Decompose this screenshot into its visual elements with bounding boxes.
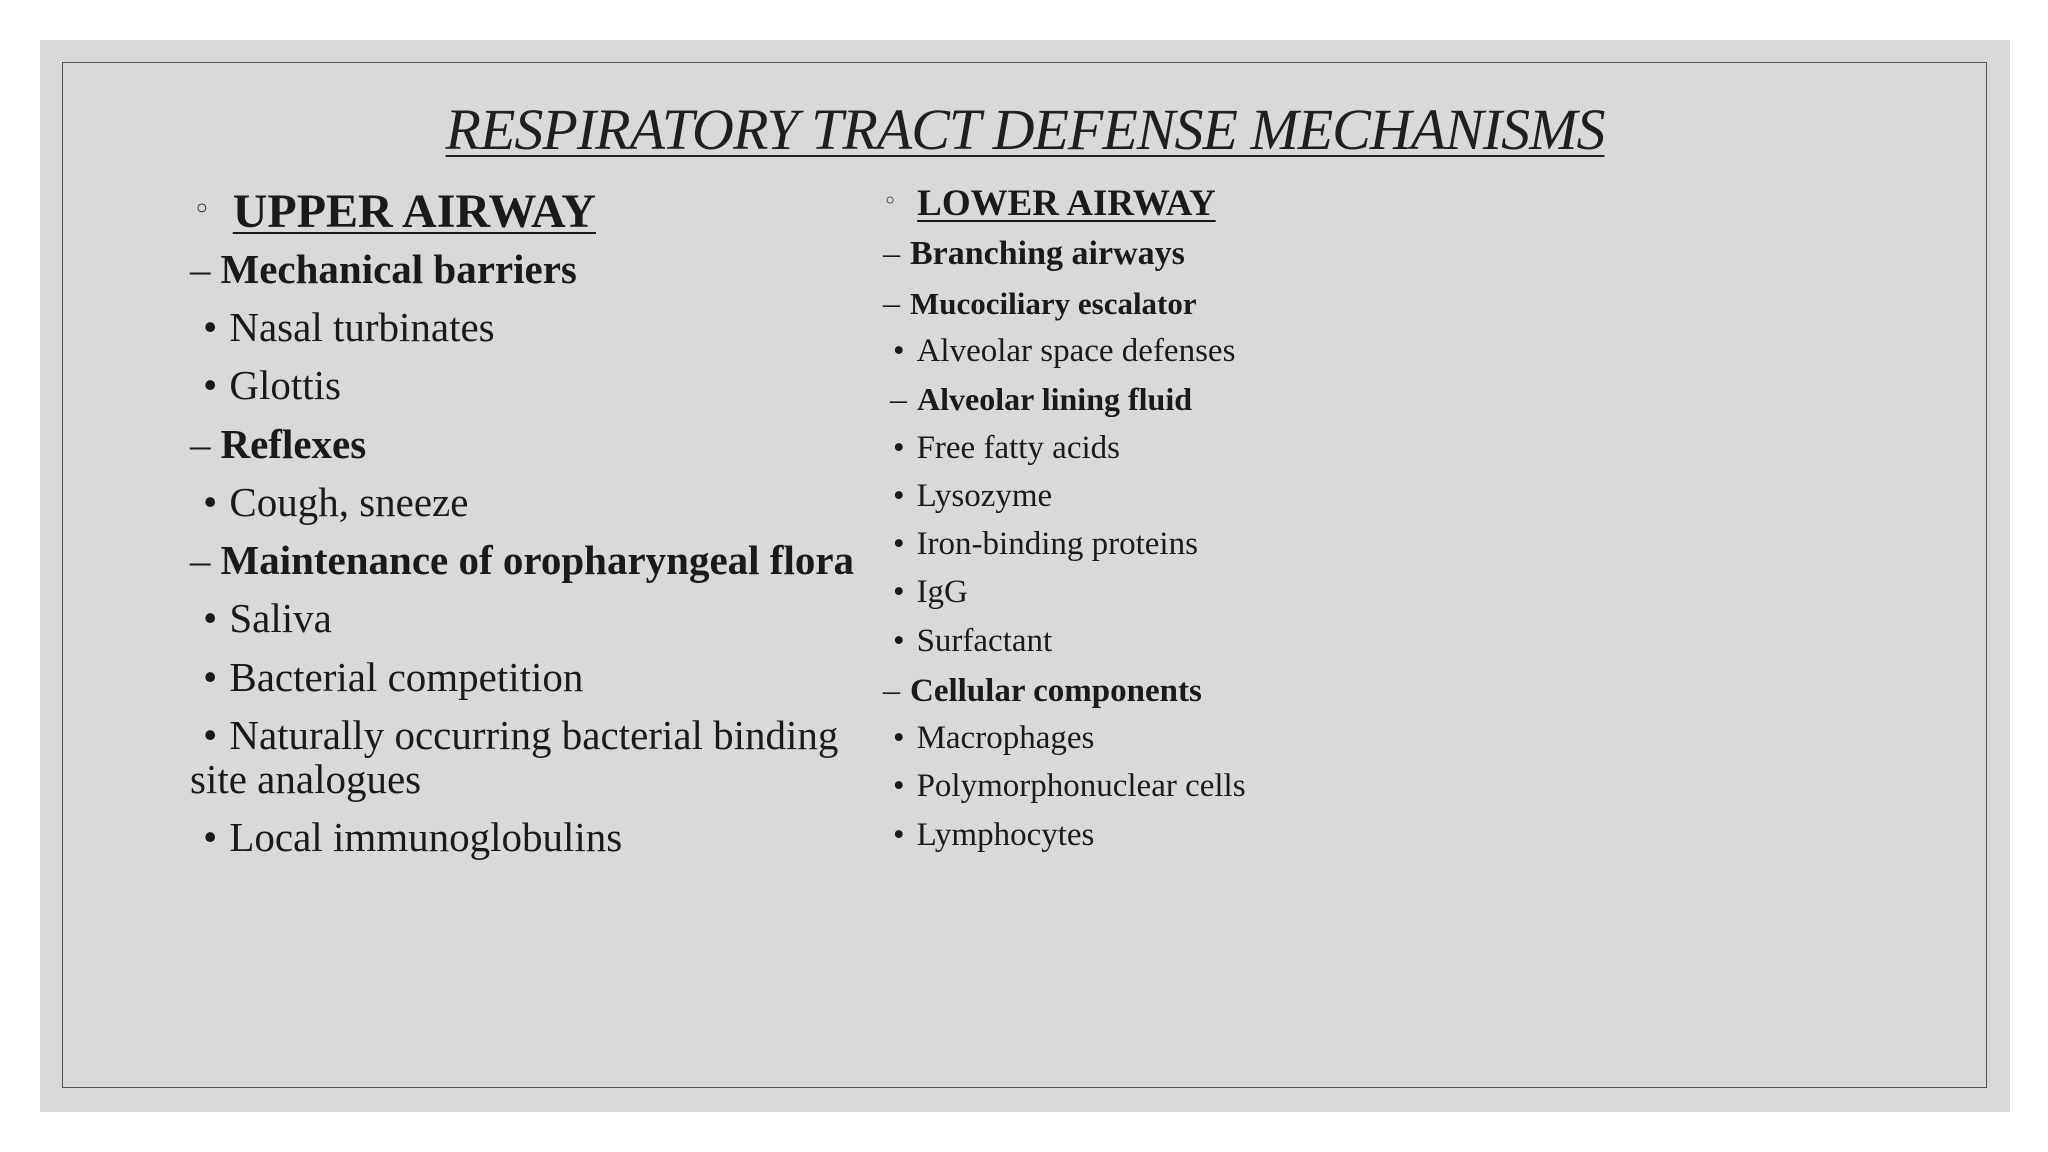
lower-item: Lymphocytes — [916, 817, 1095, 853]
lower-item: Lysozyme — [916, 478, 1053, 514]
bullet-dot-icon: • — [893, 574, 905, 610]
upper-sub-heading: Mechanical barriers — [220, 246, 577, 292]
upper-sub-heading: Maintenance of oropharyngeal flora — [220, 537, 855, 583]
lower-item: IgG — [916, 574, 968, 610]
upper-item: Bacterial competition — [229, 654, 584, 700]
bullet-dot-icon: • — [893, 623, 905, 659]
dash-marker: – — [883, 285, 900, 322]
upper-item: Local immunoglobulins — [229, 814, 623, 860]
list-item-continuation — [190, 755, 421, 803]
bullet-dot-icon: • — [203, 712, 218, 758]
list-item — [190, 536, 854, 584]
lower-sub-heading: Branching airways — [910, 235, 1185, 272]
lower-sub-heading: Cellular components — [910, 673, 1202, 709]
list-item — [190, 420, 366, 468]
bullet-dot-icon: • — [203, 595, 218, 641]
bullet-dot-icon: • — [893, 768, 905, 804]
upper-item: Saliva — [229, 595, 332, 641]
upper-airway-heading-row — [193, 184, 596, 239]
list-item — [890, 381, 1192, 419]
dash-marker: – — [883, 672, 900, 709]
bullet-dot-icon: • — [893, 430, 905, 466]
lower-sub-heading: Alveolar lining fluid — [917, 381, 1193, 417]
lower-item: Alveolar space defenses — [916, 333, 1236, 369]
upper-item: Glottis — [229, 362, 341, 408]
list-item — [203, 594, 332, 642]
upper-item: Nasal turbinates — [229, 304, 495, 350]
lower-item: Polymorphonuclear cells — [916, 768, 1246, 804]
list-item — [190, 245, 577, 293]
hollow-bullet-icon: ◦ — [883, 187, 898, 215]
bullet-dot-icon: • — [893, 817, 905, 853]
list-item — [893, 720, 1094, 757]
bullet-dot-icon: • — [203, 304, 218, 350]
list-item — [893, 817, 1094, 854]
list-item — [203, 478, 468, 526]
list-item — [203, 303, 495, 351]
list-item — [893, 623, 1052, 660]
list-item — [893, 478, 1052, 515]
lower-item: Macrophages — [916, 720, 1095, 756]
bullet-dot-icon: • — [203, 654, 218, 700]
list-item — [203, 653, 583, 701]
hollow-bullet-icon: ◦ — [193, 192, 211, 227]
lower-airway-heading-row — [883, 182, 1216, 225]
list-item — [893, 768, 1246, 805]
dash-marker: – — [190, 537, 211, 583]
slide — [40, 40, 2010, 1112]
bullet-dot-icon: • — [893, 526, 905, 562]
list-item — [883, 285, 1197, 323]
lower-item: Iron-binding proteins — [916, 526, 1198, 562]
list-item — [893, 526, 1198, 563]
list-item — [203, 361, 341, 409]
dash-marker: – — [890, 381, 907, 418]
list-item — [883, 235, 1185, 273]
upper-item: Cough, sneeze — [229, 479, 469, 525]
upper-airway-heading: UPPER AIRWAY — [232, 185, 596, 238]
bullet-dot-icon: • — [893, 720, 905, 756]
list-item — [893, 333, 1235, 370]
upper-item: Naturally occurring bacterial binding — [229, 712, 839, 758]
bullet-dot-icon: • — [203, 479, 218, 525]
bullet-dot-icon: • — [203, 362, 218, 408]
dash-marker: – — [883, 235, 900, 272]
dash-marker: – — [190, 421, 211, 467]
lower-sub-heading: Mucociliary escalator — [910, 286, 1197, 321]
bullet-dot-icon: • — [203, 814, 218, 860]
lower-airway-heading: LOWER AIRWAY — [917, 183, 1216, 224]
bullet-dot-icon: • — [893, 478, 905, 514]
list-item — [203, 711, 838, 759]
upper-sub-heading: Reflexes — [220, 421, 367, 467]
upper-item: site analogues — [190, 756, 422, 802]
dash-marker: – — [190, 246, 211, 292]
lower-item: Free fatty acids — [916, 430, 1120, 466]
list-item — [883, 672, 1202, 710]
list-item — [893, 430, 1120, 467]
lower-item: Surfactant — [916, 623, 1053, 659]
bullet-dot-icon: • — [893, 333, 905, 369]
list-item — [893, 574, 968, 611]
list-item — [203, 813, 622, 861]
slide-title: RESPIRATORY TRACT DEFENSE MECHANISMS — [445, 97, 1605, 162]
